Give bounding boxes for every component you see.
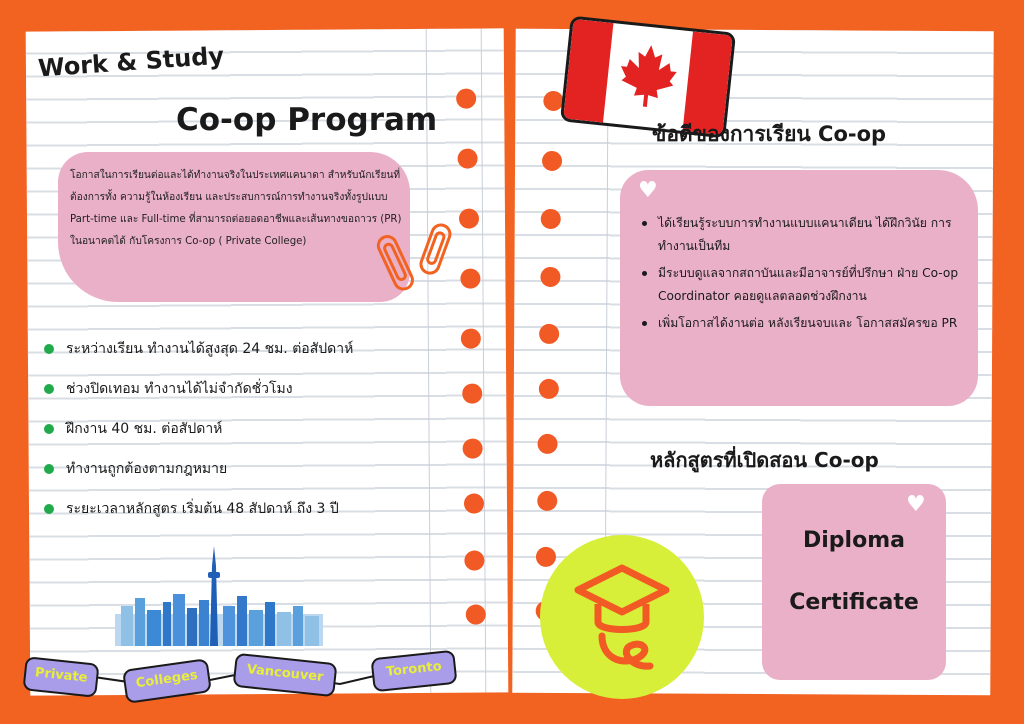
bullet-icon [642,221,647,226]
list-item-text: ช่วงปิดเทอม ทำงานได้ไม่จำกัดชั่วโมง [66,381,293,397]
list-item [44,458,444,498]
title-work-study: Work & Study [37,41,225,83]
bullet-icon [642,321,647,326]
bullet-icon [642,271,647,276]
list-item-text: ระหว่างเรียน ทำงานได้สูงสุด 24 ชม. ต่อสัปดาห์ [66,341,354,357]
title-coop-program: Co-op Program [176,102,438,138]
heart-icon: ♥ [638,178,658,203]
list-item [44,338,444,378]
list-item-text: เพิ่มโอกาสได้งานต่อ หลังเรียนจบและ โอกาสสมัครขอ PR [658,316,958,330]
paperclip-icon [376,226,466,306]
green-bullet-icon [44,464,54,474]
course-certificate: Certificate [789,590,919,615]
tag-private: Private [22,656,99,698]
tag-colleges: Colleges [122,658,212,704]
list-item [44,378,444,418]
heart-icon: ♥ [906,492,926,517]
work-rules-list [44,338,444,538]
green-bullet-icon [44,504,54,514]
intro-text: โอกาสในการเรียนต่อและได้ทำงานจริงในประเทศแคนาดา สำหรับนักเรียนที่ต้องการทั้ง ความรู้ในห้องเรียน และประสบการณ์การทำงานจริงทั้งรูปแบบ Part-time และ Full-time ที่สามารถต่อยอดอาชีพและเส้นทางขอถาวร (PR) ในอนาคตได้ กับโครงการ Co-op ( Private College) [70,170,402,247]
binder-hole [541,209,561,229]
list-item [642,212,962,258]
green-bullet-icon [44,384,54,394]
list-item-text: ระยะเวลาหลักสูตร เริ่มต้น 48 สัปดาห์ ถึง 3 ปี [66,501,339,517]
binder-hole [539,324,559,344]
binder-hole [464,493,484,513]
advantages-list [642,212,962,339]
binder-hole [466,604,486,624]
skyline-illustration [115,536,323,646]
list-item-text: ได้เรียนรู้ระบบการทำงานแบบแคนาเดียน ได้ฝึกวินัย การทำงานเป็นทีม [658,216,952,253]
logo-icon [572,560,672,674]
binder-hole [464,550,484,570]
green-bullet-icon [44,424,54,434]
binder-hole [461,329,481,349]
maple-leaf-icon [617,42,679,110]
binder-hole [537,491,557,511]
binder-hole [456,89,476,109]
binder-hole [538,434,558,454]
course-diploma: Diploma [803,528,905,553]
green-bullet-icon [44,344,54,354]
advantages-title: ข้อดีของการเรียน Co-op [652,122,887,146]
list-item [642,262,962,308]
binder-hole [458,149,478,169]
list-item [44,418,444,458]
list-item-text: ทำงานถูกต้องตามกฎหมาย [66,461,228,477]
list-item [642,312,962,335]
list-item-text: มีระบบดูแลจากสถาบันและมีอาจารย์ที่ปรึกษา ฝ่าย Co-op Coordinator คอยดูแลตลอดช่วงฝึกงาน [658,266,959,303]
courses-title: หลักสูตรที่เปิดสอน Co-op [650,448,879,472]
flag-red-band [563,19,613,123]
binder-hole [540,267,560,287]
binder-hole [463,438,483,458]
margin-line [481,28,487,692]
binder-hole [539,379,559,399]
list-item [44,498,444,538]
binder-hole [462,383,482,403]
tag-vancouver: Vancouver [233,653,338,697]
binder-hole [536,547,556,567]
list-item-text: ฝึกงาน 40 ชม. ต่อสัปดาห์ [66,421,223,437]
tag-toronto: Toronto [370,650,457,693]
binder-hole [542,151,562,171]
